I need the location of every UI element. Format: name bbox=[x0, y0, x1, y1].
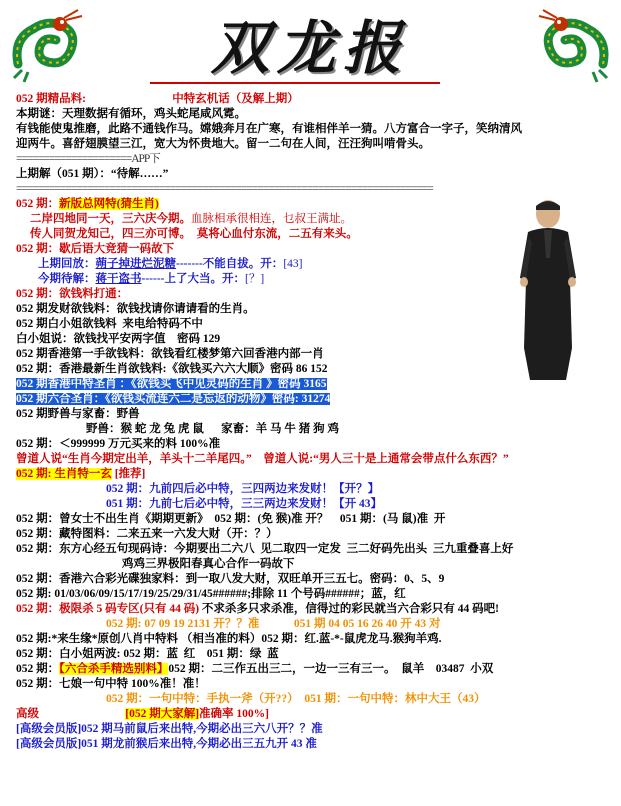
text-segment: 蒋干盗书 bbox=[95, 273, 142, 285]
text-segment: 野兽 bbox=[116, 408, 140, 420]
text-segment: [052 期大家解] bbox=[125, 708, 200, 720]
dragon-icon bbox=[8, 4, 88, 84]
text-segment: [？] bbox=[244, 273, 265, 285]
text-segment: 052 期：一句中特：手执一斧（开??） 051 期：一句中特：林中大王（43） bbox=[106, 693, 486, 705]
text-line bbox=[16, 347, 611, 362]
text-segment: 本期谜：天理数据有循环，鸡头蛇尾咸风霓。 bbox=[16, 108, 246, 120]
text-segment: 051 期：九前七后必中特，三三两边来发财！【开 43】 bbox=[106, 498, 382, 510]
text-line bbox=[16, 257, 611, 272]
text-line bbox=[16, 317, 611, 332]
text-segment: 052 期发财欲钱料：欲钱找请你请请看的生肖。 bbox=[16, 303, 255, 315]
text-segment: 052 期：＜999999 万元买来的料 100%准 bbox=[16, 438, 221, 450]
text-segment: 蒴子掉进烂泥糖 bbox=[95, 258, 176, 270]
text-segment: 052 期：藏特图料：二来五来一六发大财（开：？） bbox=[16, 528, 278, 540]
text-segment: [43] bbox=[283, 258, 303, 270]
text-segment: 052 期： bbox=[16, 288, 60, 300]
text-line bbox=[16, 512, 611, 527]
text-segment: 052 期精品料: bbox=[16, 93, 86, 105]
text-segment: 上期回放： bbox=[38, 258, 96, 270]
text-line bbox=[16, 737, 611, 752]
text-line bbox=[16, 332, 611, 347]
text-line bbox=[16, 422, 611, 437]
text-line bbox=[16, 362, 611, 377]
text-segment: 血脉相承很相连，乜叔王满址。 bbox=[191, 213, 352, 225]
text-segment: 052 期： bbox=[16, 198, 60, 210]
text-segment: 有钱能使鬼推磨，此路不通钱作马。嫦娥奔月在广寒，有谁相伴羊一猜。八方富合一字子，笑纳清风 bbox=[16, 123, 522, 135]
text-segment: 不求杀多只求杀准，信得过的彩民就当六合彩只有 44 码吧! bbox=[199, 603, 499, 615]
text-segment: 052 期： bbox=[16, 663, 60, 675]
text-segment: 二岸四地同一天，三六庆今期。 bbox=[30, 213, 191, 225]
text-segment: 【六合杀手精选别料】 bbox=[59, 663, 169, 675]
text-line bbox=[16, 542, 611, 557]
text-line bbox=[16, 197, 611, 212]
text-line bbox=[16, 377, 611, 392]
text-line bbox=[16, 107, 611, 122]
text-segment bbox=[39, 708, 125, 720]
text-line bbox=[16, 497, 611, 512]
text-segment: 052 期: 01/03/06/09/15/17/19/25/29/31/45######;排除 11 个号码######；蓝，红 bbox=[16, 588, 406, 600]
text-line bbox=[16, 662, 611, 677]
text-line bbox=[16, 452, 611, 467]
text-segment: 052 期：香港最新生肖欲钱料:《欲钱买六六大顺》密码 86 152 bbox=[16, 363, 328, 375]
text-segment: 051 期龙前猴后来出特,今期必出三五九开 43 准 bbox=[81, 738, 317, 750]
text-segment: 052 期：九前四后必中特，三四两边来发财！【开？】 bbox=[106, 483, 380, 495]
text-line bbox=[16, 302, 611, 317]
text-segment: 052 期: 07 09 19 2131 开？？准 051 期 04 05 16 26 40 开 43 对 bbox=[106, 618, 441, 630]
text-segment: 052 期：七娘一句中特 100%准！准！ bbox=[16, 678, 206, 690]
text-line bbox=[16, 167, 611, 182]
text-segment: 迎两牛。喜舒翅膜望三江，宽大为怀贵地大。留一二句在人间，汪汪狗叫啃骨头。 bbox=[16, 138, 430, 150]
text-line bbox=[16, 227, 611, 242]
text-segment: 052 期：二三作五出三二，一边一三有三一。 鼠羊 03487 小双 bbox=[168, 663, 494, 675]
page-header bbox=[0, 0, 621, 92]
text-line bbox=[16, 392, 611, 407]
text-line bbox=[16, 722, 611, 737]
text-line bbox=[16, 242, 611, 257]
text-segment: ------上了大当。开： bbox=[141, 273, 245, 285]
text-line bbox=[16, 122, 611, 137]
text-segment: 上期解（051 期）：“待解……” bbox=[16, 168, 169, 180]
page-title: 双龙报 bbox=[210, 14, 409, 82]
text-segment: 052 期六合圣肖：《欲钱买流连六二是忘返的动物》密码: 31274 bbox=[16, 393, 331, 405]
text-segment: 052 期：东方心经五句现码诗：今期要出二六八 见二取四一定发 三二好码先出头 三九重叠喜上好 bbox=[16, 543, 514, 555]
text-segment: 052 期：曾女士不出生肖《期期更新》 052 期：(免 猴)准 开？ 051 期：(马 鼠)准 开 bbox=[16, 513, 446, 525]
text-line bbox=[16, 707, 611, 722]
text-line bbox=[16, 677, 611, 692]
text-line bbox=[16, 437, 611, 452]
text-line bbox=[16, 557, 611, 572]
text-segment: -------不能自拔。开： bbox=[176, 258, 284, 270]
dragon-icon bbox=[533, 4, 613, 84]
text-segment: 高级 bbox=[16, 708, 39, 720]
text-segment: =====================APP下 bbox=[16, 153, 160, 165]
text-line bbox=[16, 287, 611, 302]
content-area bbox=[16, 92, 611, 752]
text-segment: 052 期: 生肖特一玄 bbox=[16, 468, 112, 480]
text-line bbox=[16, 152, 611, 167]
text-line bbox=[16, 647, 611, 662]
text-line bbox=[16, 212, 611, 227]
text-segment: 莫将心血付东流，二五有来头。 bbox=[191, 228, 358, 240]
text-segment: 鸡鸡三界极阳春真心合作一码故下 bbox=[122, 558, 295, 570]
text-line bbox=[16, 482, 611, 497]
text-line bbox=[16, 272, 611, 287]
text-line bbox=[16, 632, 611, 647]
text-segment: [推荐] bbox=[111, 468, 146, 480]
text-line bbox=[16, 617, 611, 632]
text-segment: ============================================================================ bbox=[16, 183, 433, 195]
text-segment: 052 期：白小姐两波: 052 期：蓝 红 051 期：绿 蓝 bbox=[16, 648, 279, 660]
text-segment: 曾道人说“生肖今期定出羊，羊头十二羊尾四。” 曾道人说:“男人三十是上通常会带点什么东西？” bbox=[16, 453, 509, 465]
text-segment: 传人同贺龙知己，四三亦可博。 bbox=[30, 228, 191, 240]
text-line bbox=[16, 587, 611, 602]
text-segment: 052 期：极限杀 5 码专区(只有 44 码) bbox=[16, 603, 200, 615]
text-segment: [高级会员版] bbox=[16, 738, 82, 750]
text-line bbox=[16, 467, 611, 482]
text-segment: 052 期:*来生缘*原创八肖中特料 （相当准的料）052 期：红.蓝-*-鼠虎龙马.猴狗羊鸡. bbox=[16, 633, 442, 645]
text-segment: 052 期：香港六合彩光碟独家料：到一取八发大财，双旺单开三五七。密码：0、5、9 bbox=[16, 573, 445, 585]
text-segment: 052 期马前鼠后来出特,今期必出三六八开？？准 bbox=[81, 723, 323, 735]
text-line bbox=[16, 182, 611, 197]
text-line bbox=[16, 137, 611, 152]
text-line bbox=[16, 692, 611, 707]
text-line bbox=[16, 92, 611, 107]
text-segment: 白小姐说：欲钱找平安两字值 密码 129 bbox=[16, 333, 221, 345]
text-segment: 今期待解： bbox=[38, 273, 96, 285]
text-segment: 新版总网特(猜生肖) bbox=[59, 198, 159, 210]
text-segment: 052 期香港第一手欲钱料：欲钱看红楼梦第六回香港内部一肖 bbox=[16, 348, 324, 360]
text-segment: 歇后语大竞猜一码故下 bbox=[59, 243, 175, 255]
text-segment: 中特玄机话（及解上期） bbox=[172, 93, 299, 105]
text-line bbox=[16, 527, 611, 542]
text-segment: 欲钱料打通： bbox=[59, 288, 129, 300]
text-segment: 052 期香港中特圣肖 ：《欲钱买飞中见灵码的生肖 》密码 3165 bbox=[16, 378, 327, 390]
title-underline bbox=[150, 82, 440, 84]
text-line bbox=[16, 602, 611, 617]
text-line bbox=[16, 407, 611, 422]
text-segment: 052 期野兽与家畜： bbox=[16, 408, 117, 420]
text-line bbox=[16, 572, 611, 587]
text-segment: [高级会员版] bbox=[16, 723, 82, 735]
text-segment bbox=[86, 93, 172, 105]
text-segment: 052 期： bbox=[16, 243, 60, 255]
text-segment: 野兽：猴 蛇 龙 兔 虎 鼠 家畜：羊 马 牛 猪 狗 鸡 bbox=[86, 423, 339, 435]
text-segment: 准确率 100%] bbox=[199, 708, 270, 720]
text-segment: 052 期白小姐欲钱料 来电给特码不中 bbox=[16, 318, 203, 330]
